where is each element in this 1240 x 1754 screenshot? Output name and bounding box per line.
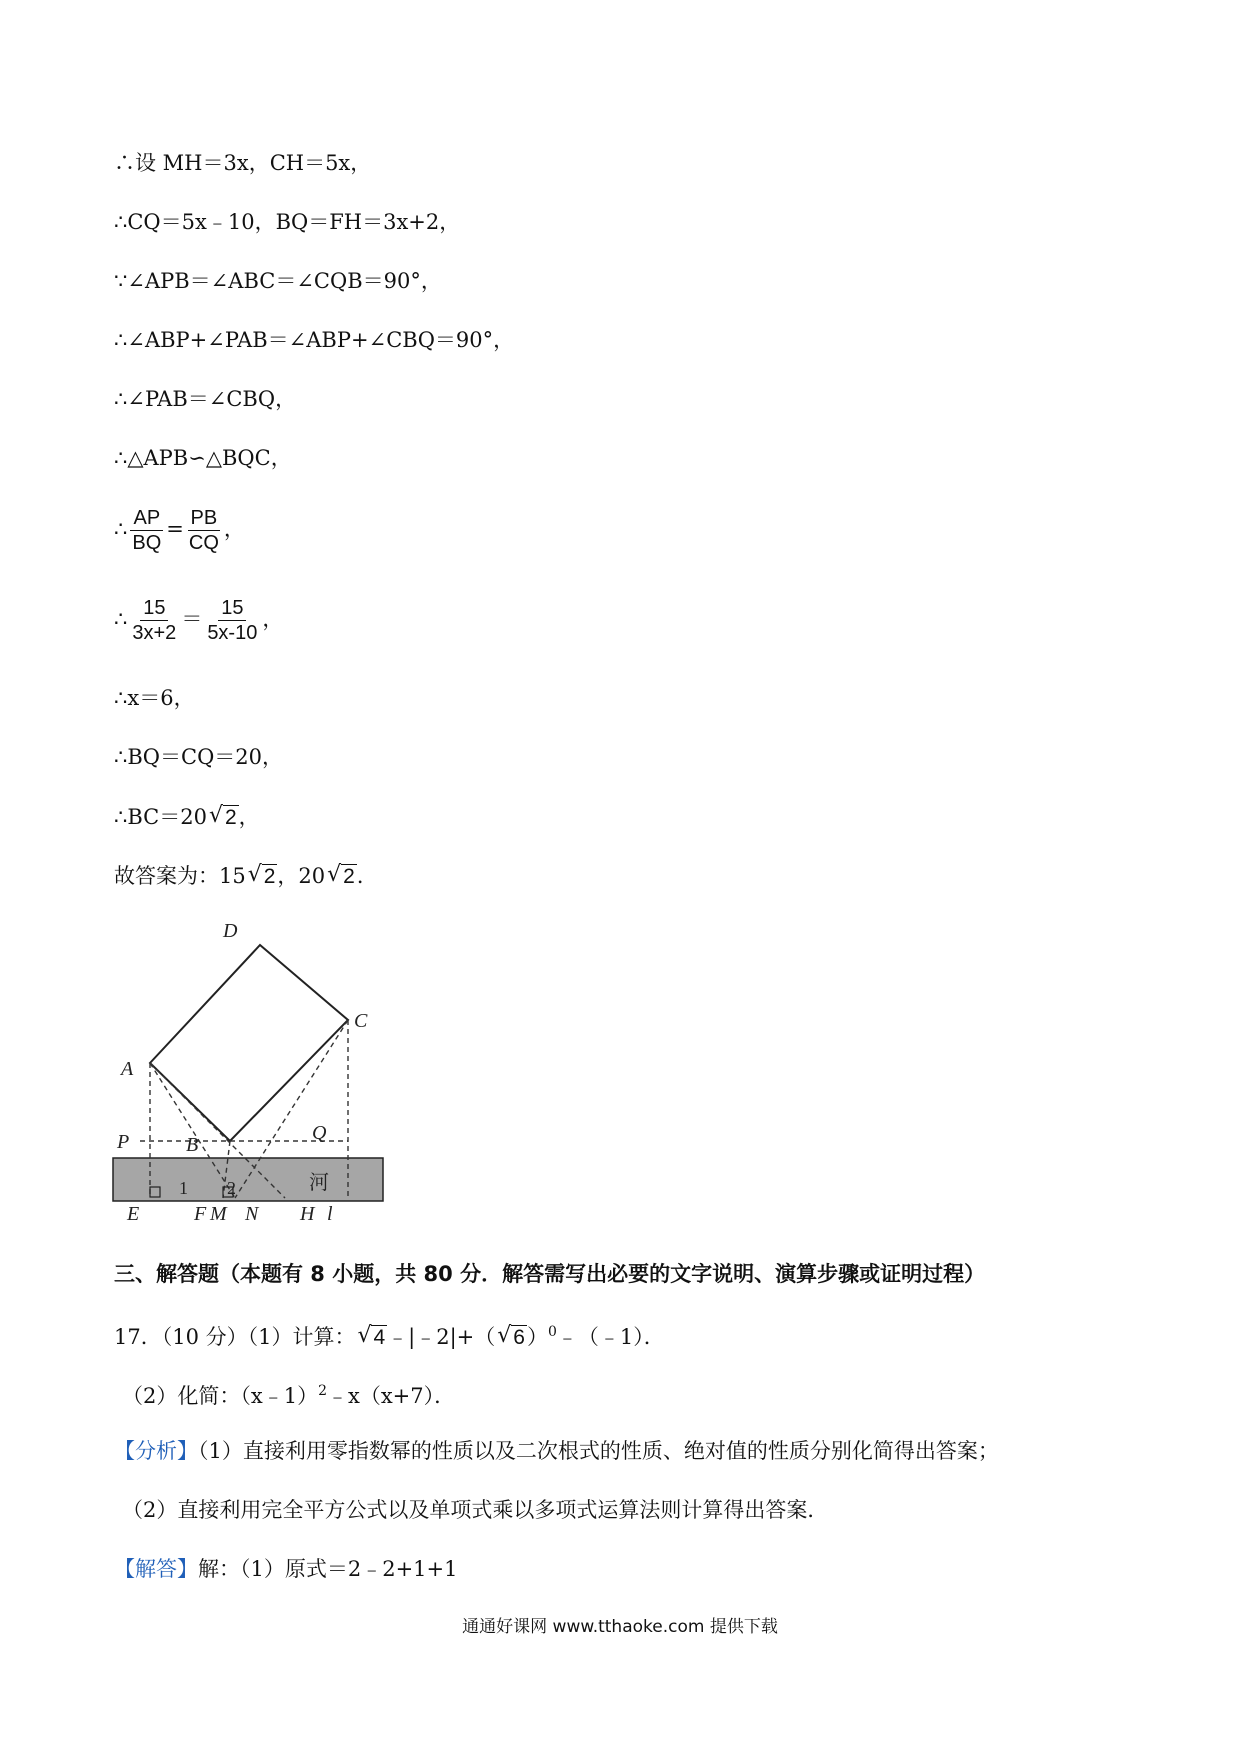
line-12-answer [114,861,378,892]
radicand: 2 [263,865,276,888]
answer-tag: 【解答】 [114,1557,198,1581]
text: ） [526,1325,548,1349]
sqrt-expression [327,861,357,892]
fraction-ap-bq [129,506,164,555]
text: （1）直接利用零指数幂的性质以及二次根式的性质、绝对值的性质分别化简得出答案； [198,1439,999,1463]
analysis-line-2: （2）直接利用完全平方公式以及单项式乘以多项式运算法则计算得出答案． [122,1498,829,1522]
denominator: 3x+2 [132,622,177,644]
line-3: ∵∠APB＝∠ABC＝∠CQB＝90°， [114,269,442,293]
comma: ， [238,805,260,829]
text: （2）化简：（x﹣1） [122,1384,319,1408]
text: ﹣|﹣2|+（ [387,1325,496,1349]
therefore-symbol: ∴ [114,607,128,631]
radical-sign: √ [327,862,342,887]
radicand: 2 [343,865,355,888]
line-8-fraction-equation [114,596,283,645]
line-5: ∴∠PAB＝∠CBQ， [114,387,297,411]
analysis-tag: 【分析】 [114,1439,198,1463]
equals-sign: ＝ [181,607,203,631]
label-h: H [300,1203,315,1225]
line-9: ∴x＝6， [114,686,195,710]
label-a: A [121,1058,134,1080]
line-11 [114,802,260,833]
text: 故答案为：15 [114,864,246,888]
equals-sign: = [166,517,184,541]
line-2: ∴CQ＝5x﹣10，BQ＝FH＝3x+2， [114,210,461,234]
numerator: 15 [218,596,246,621]
river-band [113,1158,383,1201]
answer-line-1 [114,1554,458,1584]
period: ． [356,864,378,888]
exponent: 2 [318,1383,327,1399]
text: 17．（10 分）（1）计算： [114,1325,356,1349]
therefore-symbol: ∴ [114,517,128,541]
line-1: ∴设 MH＝3x，CH＝5x， [114,151,372,175]
line-7-fraction-equation [114,506,245,555]
fraction-15-over-3x2 [129,596,179,645]
analysis-line-1 [114,1436,999,1466]
label-n: N [245,1203,259,1225]
label-river: 河 [309,1170,329,1194]
denominator: 5x-10 [207,622,258,644]
comma: ， [262,607,284,631]
sqrt-expression [248,861,278,892]
denominator: CQ [188,532,219,554]
label-f: F [194,1203,207,1225]
line-6: ∴△APB∽△BQC， [114,446,292,470]
label-l: l [327,1203,333,1225]
fraction-pb-cq [186,506,222,555]
radicand: 4 [373,1326,386,1349]
denominator: BQ [132,532,162,554]
text: ，20 [277,864,326,888]
radical-sign: √ [497,1323,512,1348]
text: 解：（1）原式＝2﹣2+1+1 [198,1557,458,1581]
text: ﹣x（x+7）． [327,1384,456,1408]
question-17-part-2 [122,1376,455,1411]
radicand: 2 [224,806,237,829]
exponent: 0 [547,1324,557,1340]
sqrt-6 [497,1322,527,1353]
label-e: E [127,1203,140,1225]
label-m: M [210,1203,227,1225]
line-4: ∴∠ABP+∠PAB＝∠ABP+∠CBQ＝90°， [114,328,515,352]
sqrt-expression [209,802,239,833]
label-1: 1 [179,1178,188,1198]
numerator: 15 [140,596,168,621]
sqrt-4 [357,1322,387,1353]
radical-sign: √ [357,1323,372,1348]
radical-sign: √ [247,862,262,887]
page-footer: 通通好课网 www.tthaoke.com 提供下载 [462,1617,778,1637]
label-p: P [117,1131,130,1153]
label-c: C [354,1010,368,1032]
radical-sign: √ [208,803,224,828]
numerator: PB [188,506,221,531]
label-b: B [186,1134,199,1156]
line-10: ∴BQ＝CQ＝20， [114,745,284,769]
label-d: D [223,920,238,942]
square-abcd [150,945,348,1141]
geometry-figure [105,915,405,1225]
label-q: Q [312,1122,327,1144]
section-3-heading: 三、解答题（本题有 8 小题，共 80 分．解答需写出必要的文字说明、演算步骤或证明过程） [114,1262,986,1286]
numerator: AP [130,506,163,531]
text: ∴BC＝20 [114,805,207,829]
radicand: 6 [513,1326,525,1349]
label-2: 2 [227,1178,236,1198]
comma: ， [223,517,245,541]
question-17-part-1 [114,1317,665,1353]
fraction-15-over-5x10 [204,596,260,645]
text: ﹣（﹣1）． [556,1325,665,1349]
